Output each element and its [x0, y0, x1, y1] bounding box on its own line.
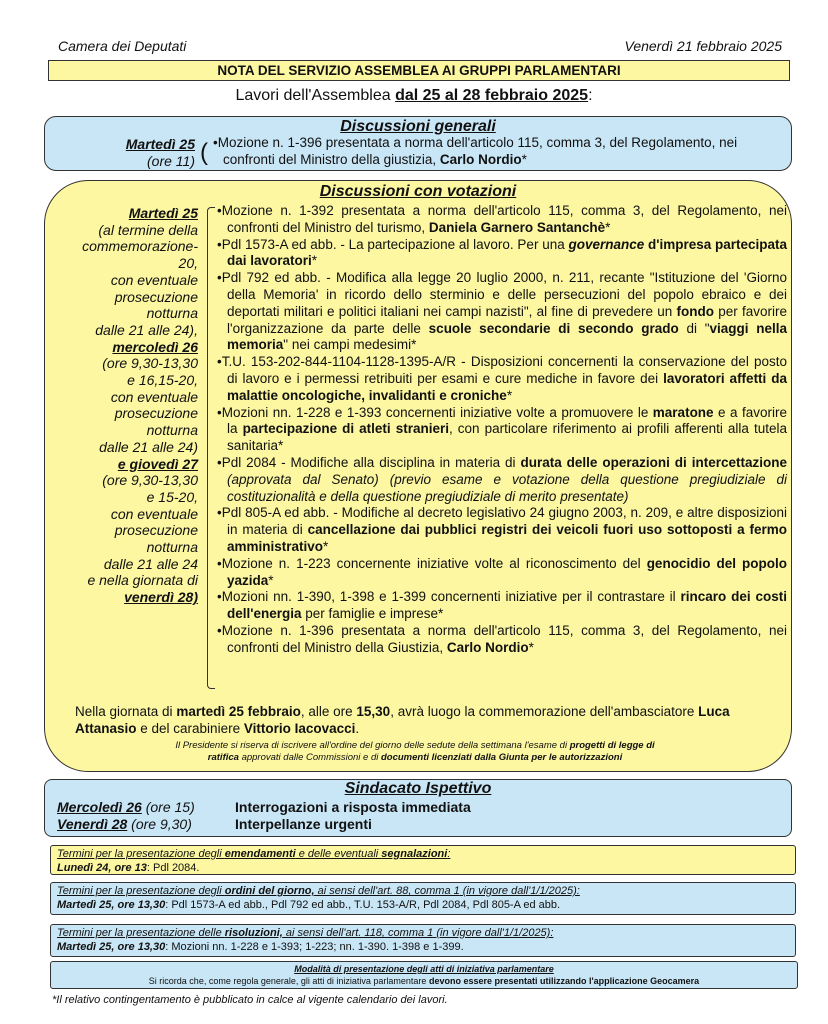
procedures-run: devono essere presentati utilizzando l'applicazione Geocamera	[428, 976, 700, 986]
general-discussions-box	[44, 116, 792, 171]
agenda-item-run: rincaro dei costi dell'energia	[227, 589, 787, 622]
agenda-item-run: *	[268, 572, 274, 588]
president-note-run: Il Presidente si riserva di iscrivere all'ordine del giorno delle sedute della settimana l'esame di	[175, 740, 570, 751]
procedures-title: Modalità di presentazione degli atti di iniziativa parlamentare	[294, 964, 554, 974]
agenda-item: •Pdl 805-A ed abb. - Modifiche al decreto legislativo 24 giugno 2003, n. 209, e altre disposizioni in materia di cancellazione dai pubblici registri dei veicoli fuori uso sottoposti a fermo amministrativo*	[217, 505, 787, 554]
agenda-item: •Mozione n. 1-396 presentata a norma dell'articolo 115, comma 3, del Regolamento, nei confronti del Ministro della Giustizia, Carlo Nordio*	[217, 622, 787, 655]
agenda-item-run: Mozioni nn. 1-228 e 1-393 concernenti iniziative volte a promuovere le	[221, 404, 653, 420]
agenda-item: •Mozioni nn. 1-228 e 1-393 concernenti iniziative volte a promuovere le maratone e a favorire la partecipazione di atleti stranieri, con particolare riferimento ai profili afferenti alla tutela sanitaria*	[217, 404, 787, 454]
footnote: *Il relativo contingentamento è pubblicato in calce al vigente calendario dei lavori.	[52, 994, 448, 1006]
schedule-line: notturna	[146, 305, 198, 322]
deadline-body-run: : Pdl 1573-A ed abb., Pdl 792 ed abb., T.U. 153-A/R, Pdl 2084, Pdl 805-A ed abb.	[165, 899, 561, 911]
agenda-item-run: Daniela Garnero Santanchè	[428, 219, 606, 235]
general-discussions-date	[45, 136, 195, 169]
agenda-item-run: governance	[568, 236, 645, 252]
schedule-line: e 15-20,	[146, 488, 198, 505]
agenda-item-run: Pdl 792 ed abb. - Modifica alla legge 20 luglio 2000, n. 211, recante "Istituzione del 'Giorno della Memoria' in ricordo dello sterminio e delle persecuzioni del popolo ebraico e dei deportati militari e politici italiani nei campi nazisti", al fine di prevedere un	[221, 270, 787, 319]
procedures-run: Si ricorda che, come regola generale, gli atti di iniziativa parlamentare	[148, 976, 429, 986]
general-discussions-item: •Mozione n. 1-396 presentata a norma dell'articolo 115, comma 3, del Regolamento, nei confronti del Ministro della giustizia, Carlo Nordio*	[213, 135, 738, 167]
inspection-box	[44, 779, 792, 837]
deadline-heading-run: (in vigore dall'1/1/2025):	[459, 885, 580, 897]
agenda-item: •Mozione n. 1-392 presentata a norma dell'articolo 115, comma 3, del Regolamento, nei confronti del Ministro del turismo, Daniela Garnero Santanchè*	[217, 203, 787, 235]
deadline-heading-run: Termini per la presentazione degli	[57, 885, 225, 897]
schedule-line: e nella giornata di	[87, 572, 198, 589]
document-date: Venerdì 21 febbraio 2025	[624, 38, 782, 54]
agenda-item: •Pdl 792 ed abb. - Modifica alla legge 20 luglio 2000, n. 211, recante "Istituzione del 'Giorno della Memoria' in ricordo dello sterminio e delle persecuzioni del popolo ebraico e dei deportati militari e politici italiani nei campi nazisti", al fine di prevedere un fondo per favorire l'organizzazione da parte delle scuole secondarie di secondo grado di "viaggi nella memoria" nei campi medesimi*	[217, 270, 787, 353]
agenda-item-run: (approvata dal Senato) (previo esame e votazione della questione pregiudiziale di costituzionalità e della questione pregiudiziale di merito presentate)	[227, 471, 787, 504]
schedule-line: con eventuale	[110, 388, 198, 405]
agenda-item-run: fondo	[676, 303, 714, 319]
agenda-item: •Mozione n. 1-223 concernente iniziative volte al riconoscimento del genocidio del popolo yazida*	[217, 555, 787, 588]
document-title: NOTA DEL SERVIZIO ASSEMBLEA AI GRUPPI PARLAMENTARI	[48, 60, 790, 81]
general-discussions-time: (ore 11)	[147, 152, 195, 169]
schedule-line: Martedì 25	[128, 205, 198, 221]
deadline-body-run: : Pdl 2084.	[146, 862, 200, 874]
voting-discussions-box	[44, 180, 792, 772]
agenda-item-run: Mozione n. 1-223 concernente iniziative volte al riconoscimento del	[221, 555, 647, 571]
deadline-heading	[57, 847, 789, 861]
agenda-item-run: *	[605, 219, 611, 235]
deadline-body	[57, 861, 789, 875]
schedule-line: con eventuale	[110, 505, 198, 522]
deadline-heading-run: ai sensi dell'art. 88, comma 1	[314, 885, 460, 897]
agenda-item: •Mozioni nn. 1-390, 1-398 e 1-399 concernenti iniziative per il contrastare il rincaro dei costi dell'energia per famiglie e imprese*	[217, 589, 787, 622]
agenda-item-run: per favorire l'organizzazione da parte delle	[227, 303, 787, 336]
deadline-heading-run: Termini per la presentazione delle	[57, 927, 225, 939]
deadline-body	[57, 898, 789, 912]
schedule-line: mercoledì 26	[112, 338, 198, 355]
agenda-item-run: *	[506, 387, 513, 403]
commemoration-run: Nella giornata di	[75, 704, 177, 719]
voting-discussions-title: Discussioni con votazioni	[319, 183, 517, 200]
agenda-item-run: , con particolare riferimento ai profili afferenti alla tutela sanitaria*	[227, 421, 787, 454]
agenda-item-run: Pdl 805-A ed abb. - Modifiche al decreto legislativo 24 giugno 2003, n. 209, e altre disposizioni in materia di	[221, 505, 787, 538]
subtitle-prefix: Lavori dell'Assemblea	[235, 87, 396, 104]
deadline-box	[50, 845, 796, 875]
agenda-item: •Pdl 2084 - Modifiche alla disciplina in materia di durata delle operazioni di intercettazione (approvata dal Senato) (previo esame e votazione della questione pregiudiziale di costituzionalità e della questione pregiudiziale di merito presentate)	[217, 454, 787, 504]
bracket-line	[207, 207, 215, 689]
agenda-item: •Pdl 1573-A ed abb. - La partecipazione al lavoro. Per una governance d'impresa partecipata dai lavoratori*	[217, 236, 788, 269]
agenda-item-run: T.U. 153-202-844-1104-1128-1395-A/R - Disposizioni concernenti la conservazione del posto di lavoro e i permessi retribuiti per esami e cure mediche in favore dei	[221, 354, 787, 386]
procedures-box	[50, 961, 798, 989]
agenda-item-run: per famiglie e imprese*	[301, 606, 444, 622]
agenda-item-run: Mozione n. 1-396 presentata a norma dell'articolo 115, comma 3, del Regolamento, nei confronti del Ministro della Giustizia,	[221, 622, 787, 655]
inspection-rows	[57, 799, 777, 833]
schedule-line: prosecuzione	[114, 522, 198, 539]
schedule-line: (al termine della	[98, 221, 198, 238]
inspection-row: Venerdì 28 (ore 9,30) Interpellanze urgenti	[57, 816, 372, 832]
schedule-line: commemorazione-	[82, 238, 198, 255]
president-note	[175, 740, 655, 764]
deadline-heading-run: Termini per la presentazione degli	[57, 848, 225, 860]
commemoration-run: , avrà luogo la commemorazione dell'ambasciatore	[390, 704, 699, 719]
inspection-title: Sindacato Ispettivo	[344, 780, 492, 797]
president-note-run: progetti di legge di ratifica	[207, 740, 655, 763]
brace: (	[200, 139, 208, 166]
deadline-body-run: : Mozioni nn. 1-228 e 1-393; 1-223; nn. 1-390. 1-398 e 1-399.	[165, 941, 464, 953]
schedule-line: notturna	[146, 539, 198, 556]
deadline-heading-run: :	[447, 848, 451, 860]
deadline-heading-run: ai sensi dell'art. 118, comma 1	[282, 927, 434, 939]
commemoration-text	[75, 703, 775, 737]
deadline-box	[50, 882, 796, 915]
subtitle	[0, 87, 828, 105]
schedule-line: notturna	[146, 422, 198, 439]
agenda-item-run: " nei campi medesimi*	[283, 337, 417, 353]
deadline-heading-run: (in vigore dall'1/1/2025):	[433, 927, 554, 939]
agenda-item-run: di "	[678, 320, 710, 336]
deadline-heading-run: segnalazioni	[381, 848, 448, 860]
deadline-heading-run: e delle eventuali	[295, 848, 382, 860]
subtitle-dates: dal 25 al 28 febbraio 2025	[395, 87, 589, 104]
agenda-item-run: Mozione n. 1-392 presentata a norma dell'articolo 115, comma 3, del Regolamento, nei confronti del Ministro del turismo,	[221, 203, 787, 235]
schedule-line: prosecuzione	[114, 288, 198, 305]
agenda-item-run: e a favorire la	[227, 404, 787, 437]
inspection-row: Mercoledì 26 (ore 15) Interrogazioni a risposta immediata	[57, 799, 471, 815]
commemoration-run: .	[355, 721, 360, 736]
agenda-item-run: cancellazione dai pubblici registri dei veicoli fuori uso sottoposti a fermo amministrativo	[227, 522, 787, 554]
agenda-item-run: *	[323, 538, 329, 554]
agenda-item-run: partecipazione di atleti stranieri	[242, 421, 449, 437]
agenda-item-run: Mozioni nn. 1-390, 1-398 e 1-399 concernenti iniziative per il contrastare il	[221, 589, 681, 605]
voting-items-list	[217, 203, 787, 657]
schedule-line: e 16,15-20,	[127, 372, 198, 389]
chamber-name: Camera dei Deputati	[58, 38, 187, 54]
deadline-heading	[57, 926, 789, 940]
agenda-item-run: *	[311, 253, 318, 269]
schedule-line: e giovedì 27	[117, 455, 198, 472]
schedule-line: dalle 21 alle 24	[103, 555, 198, 572]
commemoration-run: martedì 25 febbraio	[176, 704, 301, 719]
commemoration-run: , alle ore	[300, 704, 357, 719]
schedule-line: (ore 9,30-13,30	[102, 355, 198, 372]
agenda-item-run: *	[528, 639, 534, 655]
deadline-body	[57, 940, 789, 954]
president-note-run: approvati dalle Commissioni e di	[238, 752, 381, 763]
schedule-line: (ore 9,30-13,30	[102, 472, 198, 489]
commemoration-run: 15,30	[356, 704, 391, 719]
deadline-body-run: Martedì 25, ore 13,30	[57, 941, 166, 953]
schedule-line: dalle 21 alle 24)	[99, 438, 198, 455]
agenda-item-run: Pdl 1573-A ed abb. - La partecipazione al lavoro. Per una	[221, 236, 569, 252]
voting-schedule	[45, 205, 198, 606]
deadline-box	[50, 924, 796, 957]
deadline-body-run: Martedì 25, ore 13,30	[57, 899, 166, 911]
agenda-item-run: scuole secondarie di secondo grado	[428, 320, 679, 336]
agenda-item-run: Carlo Nordio	[446, 639, 529, 655]
president-note-run: documenti licenziati dalla Giunta per le autorizzazioni	[380, 752, 623, 763]
general-discussions-title: Discussioni generali	[340, 118, 496, 135]
agenda-item: •T.U. 153-202-844-1104-1128-1395-A/R - Disposizioni concernenti la conservazione del posto di lavoro e i permessi retribuiti per esami e cure mediche in favore dei lavoratori affetti da malattie oncologiche, invalidanti e croniche*	[217, 354, 787, 403]
agenda-item-run: genocidio del popolo yazida	[227, 555, 787, 588]
schedule-line: con eventuale	[110, 271, 198, 288]
agenda-item-run: maratone	[652, 404, 714, 420]
deadline-heading	[57, 884, 789, 898]
general-discussions-day: Martedì 25	[125, 136, 195, 152]
commemoration-run: e del carabiniere	[136, 721, 244, 736]
subtitle-suffix: :	[588, 87, 593, 104]
schedule-line: venerdì 28)	[124, 589, 198, 606]
schedule-line: prosecuzione	[114, 405, 198, 422]
commemoration-run: Luca Attanasio	[75, 704, 730, 736]
procedures-text	[51, 975, 797, 987]
deadline-body-run: Lunedì 24, ore 13	[57, 862, 147, 874]
deadline-heading-run: emendamenti	[224, 848, 296, 860]
agenda-item-run: Pdl 2084 - Modifiche alla disciplina in materia di	[221, 454, 521, 470]
agenda-item-run: d'impresa partecipata dai lavoratori	[227, 236, 788, 269]
agenda-item-run: viaggi nella memoria	[227, 320, 787, 353]
schedule-line: 20,	[178, 255, 198, 272]
deadline-heading-run: risoluzioni,	[224, 927, 283, 939]
agenda-item-run: durata delle operazioni di intercettazione	[520, 454, 787, 470]
schedule-line: dalle 21 alle 24),	[95, 321, 198, 338]
commemoration-run: Vittorio Iacovacci	[243, 721, 356, 736]
deadline-heading-run: ordini del giorno,	[224, 885, 315, 897]
agenda-item-run: lavoratori affetti da malattie oncologiche, invalidanti e croniche	[227, 370, 787, 403]
